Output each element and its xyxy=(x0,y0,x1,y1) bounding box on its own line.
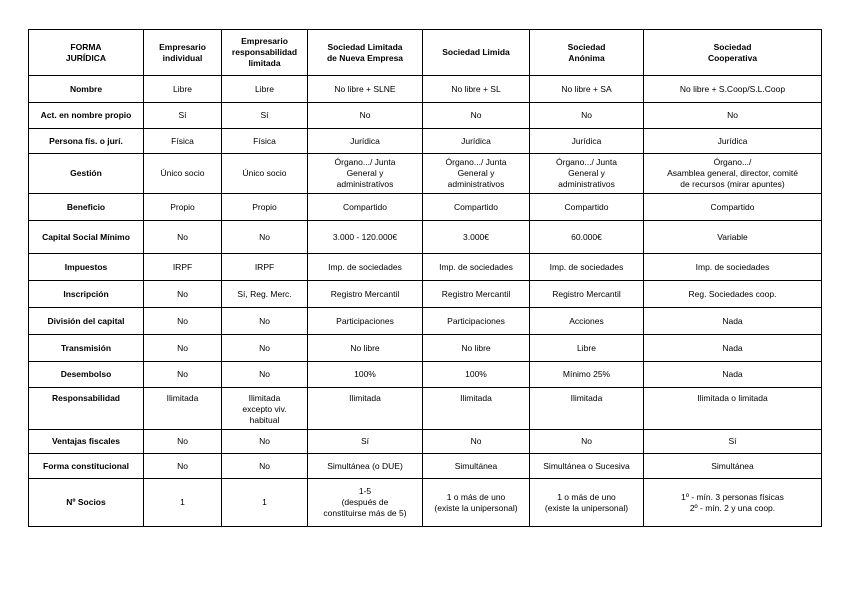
column-header: Sociedad Limitada de Nueva Empresa xyxy=(308,30,423,76)
table-cell: Compartido xyxy=(423,194,530,221)
table-cell: Propio xyxy=(222,194,308,221)
table-cell: Ilimitada o limitada xyxy=(644,388,822,430)
row-header: Nº Socios xyxy=(29,479,144,527)
table-cell: No xyxy=(144,335,222,362)
column-header: Sociedad Anónima xyxy=(530,30,644,76)
table-cell: Libre xyxy=(222,76,308,103)
table-row xyxy=(29,308,822,335)
table-cell: Participaciones xyxy=(308,308,423,335)
table-cell: 100% xyxy=(423,362,530,388)
table-cell: Reg. Sociedades coop. xyxy=(644,281,822,308)
corner-header: FORMA JURÍDICA xyxy=(29,30,144,76)
table-cell: No libre + S.Coop/S.L.Coop xyxy=(644,76,822,103)
table-cell: Nada xyxy=(644,362,822,388)
row-header: Desembolso xyxy=(29,362,144,388)
table-row xyxy=(29,362,822,388)
table-row xyxy=(29,454,822,479)
table-cell: Ilimitada xyxy=(423,388,530,430)
table-cell: Ilimitada excepto viv. habitual xyxy=(222,388,308,430)
table-row xyxy=(29,254,822,281)
row-header: Capital Social Mínimo xyxy=(29,221,144,254)
table-row xyxy=(29,103,822,129)
table-cell: Sí, Reg. Merc. xyxy=(222,281,308,308)
table-cell: Compartido xyxy=(644,194,822,221)
row-header: Persona fís. o jurí. xyxy=(29,129,144,154)
table-cell: Jurídica xyxy=(530,129,644,154)
table-row xyxy=(29,76,822,103)
table-cell: Sí xyxy=(308,430,423,454)
table-cell: Simultánea o Sucesiva xyxy=(530,454,644,479)
table-cell: No xyxy=(530,103,644,129)
table-cell: No libre + SL xyxy=(423,76,530,103)
row-header: Responsabilidad xyxy=(29,388,144,430)
table-cell: No xyxy=(222,454,308,479)
table-cell: Simultánea (o DUE) xyxy=(308,454,423,479)
table-cell: Jurídica xyxy=(308,129,423,154)
row-header: Beneficio xyxy=(29,194,144,221)
table-cell: No xyxy=(423,430,530,454)
table-cell: Sí xyxy=(144,103,222,129)
table-cell: Imp. de sociedades xyxy=(530,254,644,281)
table-cell: Único socio xyxy=(144,154,222,194)
table-cell: Acciones xyxy=(530,308,644,335)
table-row xyxy=(29,335,822,362)
table-cell: IRPF xyxy=(222,254,308,281)
column-header: Sociedad Cooperativa xyxy=(644,30,822,76)
table-cell: Órgano.../ Junta General y administrativos xyxy=(423,154,530,194)
table-cell: Órgano.../ Junta General y administrativos xyxy=(530,154,644,194)
table-cell: Sí xyxy=(222,103,308,129)
table-cell: Órgano.../ Junta General y administrativos xyxy=(308,154,423,194)
table-cell: No xyxy=(530,430,644,454)
table-cell: Único socio xyxy=(222,154,308,194)
table-cell: Jurídica xyxy=(423,129,530,154)
table-cell: 60.000€ xyxy=(530,221,644,254)
row-header: Transmisión xyxy=(29,335,144,362)
table-cell: Imp. de sociedades xyxy=(644,254,822,281)
table-cell: Nada xyxy=(644,335,822,362)
row-header: Gestión xyxy=(29,154,144,194)
table-cell: No xyxy=(222,335,308,362)
row-header: Forma constitucional xyxy=(29,454,144,479)
table-cell: 1-5 (después de constituirse más de 5) xyxy=(308,479,423,527)
table-cell: No xyxy=(144,454,222,479)
row-header: Impuestos xyxy=(29,254,144,281)
table-cell: Libre xyxy=(144,76,222,103)
table-cell: 1 xyxy=(144,479,222,527)
table-cell: Ilimitada xyxy=(144,388,222,430)
row-header: Inscripción xyxy=(29,281,144,308)
table-cell: No xyxy=(144,221,222,254)
column-header: Empresario responsabilidad limitada xyxy=(222,30,308,76)
table-cell: No xyxy=(144,430,222,454)
table-row xyxy=(29,154,822,194)
table-cell: Simultánea xyxy=(423,454,530,479)
table-cell: No xyxy=(308,103,423,129)
table-cell: No xyxy=(144,308,222,335)
table-cell: No xyxy=(423,103,530,129)
table-cell: 3.000 - 120.000€ xyxy=(308,221,423,254)
table-cell: IRPF xyxy=(144,254,222,281)
table-cell: No libre xyxy=(308,335,423,362)
header-row xyxy=(29,30,822,76)
table-cell: No libre xyxy=(423,335,530,362)
table-cell: Nada xyxy=(644,308,822,335)
table-row xyxy=(29,430,822,454)
table-cell: No libre + SLNE xyxy=(308,76,423,103)
table-cell: 1º - mín. 3 personas físicas 2º - mín. 2 y una coop. xyxy=(644,479,822,527)
table-cell: Física xyxy=(222,129,308,154)
table-row xyxy=(29,479,822,527)
table-cell: No xyxy=(222,430,308,454)
row-header: Nombre xyxy=(29,76,144,103)
table-cell: Ilimitada xyxy=(308,388,423,430)
table-cell: Ilimitada xyxy=(530,388,644,430)
table-cell: No xyxy=(644,103,822,129)
table-cell: 1 o más de uno (existe la unipersonal) xyxy=(423,479,530,527)
table-cell: Sí xyxy=(644,430,822,454)
table-row xyxy=(29,194,822,221)
table-cell: Participaciones xyxy=(423,308,530,335)
legal-forms-table xyxy=(28,29,822,527)
table-cell: No xyxy=(222,221,308,254)
table-cell: 3.000€ xyxy=(423,221,530,254)
table-cell: Compartido xyxy=(308,194,423,221)
column-header: Sociedad Limida xyxy=(423,30,530,76)
table-cell: Registro Mercantil xyxy=(530,281,644,308)
table-cell: 1 o más de uno (existe la unipersonal) xyxy=(530,479,644,527)
table-cell: 100% xyxy=(308,362,423,388)
table-cell: No xyxy=(144,281,222,308)
table-cell: Imp. de sociedades xyxy=(308,254,423,281)
table-cell: Libre xyxy=(530,335,644,362)
table-row xyxy=(29,281,822,308)
table-cell: No libre + SA xyxy=(530,76,644,103)
column-header: Empresario individual xyxy=(144,30,222,76)
table-cell: Jurídica xyxy=(644,129,822,154)
table-cell: Órgano.../ Asamblea general, director, comité de recursos (mirar apuntes) xyxy=(644,154,822,194)
row-header: Ventajas fiscales xyxy=(29,430,144,454)
table-cell: 1 xyxy=(222,479,308,527)
table-cell: No xyxy=(144,362,222,388)
table-cell: Variable xyxy=(644,221,822,254)
row-header: Act. en nombre propio xyxy=(29,103,144,129)
table-row xyxy=(29,129,822,154)
table-cell: Imp. de sociedades xyxy=(423,254,530,281)
table-cell: No xyxy=(222,308,308,335)
table-cell: Registro Mercantil xyxy=(308,281,423,308)
table-cell: Propio xyxy=(144,194,222,221)
table-cell: Registro Mercantil xyxy=(423,281,530,308)
table-row xyxy=(29,388,822,430)
table-cell: Mínimo 25% xyxy=(530,362,644,388)
table-cell: Física xyxy=(144,129,222,154)
table-cell: No xyxy=(222,362,308,388)
table-cell: Compartido xyxy=(530,194,644,221)
row-header: División del capital xyxy=(29,308,144,335)
table-cell: Simultánea xyxy=(644,454,822,479)
table-row xyxy=(29,221,822,254)
